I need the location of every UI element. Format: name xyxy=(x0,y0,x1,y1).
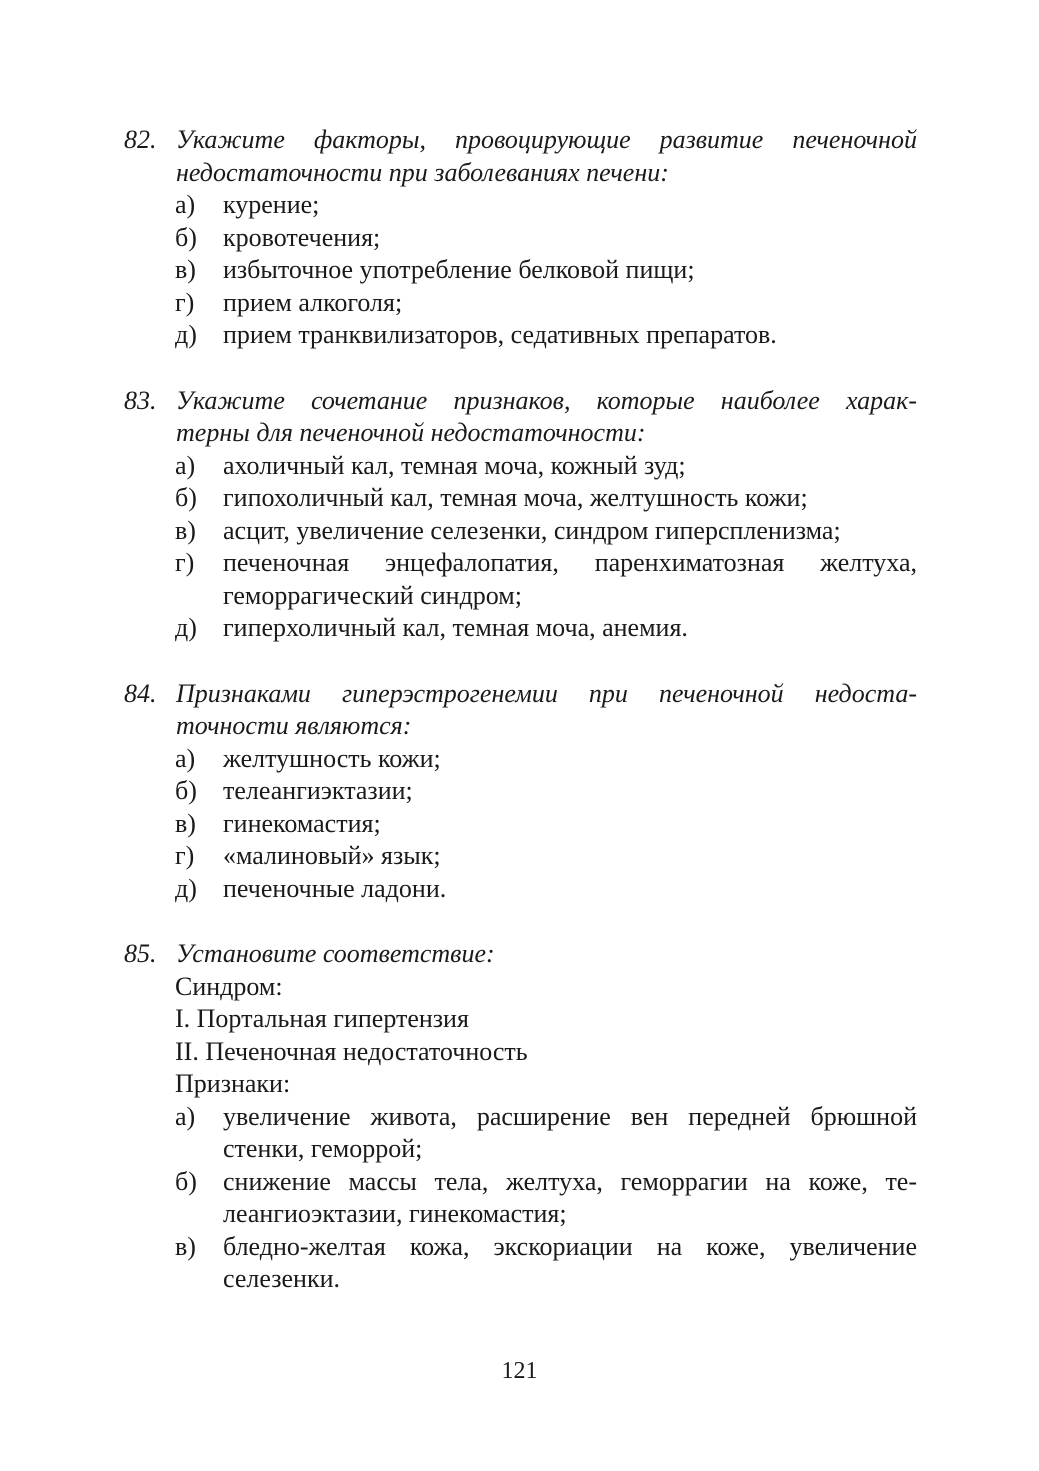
answer-option xyxy=(124,743,917,776)
answer-option xyxy=(124,450,917,483)
option-text: печеночные ладони. xyxy=(223,873,447,903)
option-letter: г) xyxy=(175,287,195,317)
signs-label: Признаки: xyxy=(175,1069,291,1098)
question-line: Укажите сочетание признаков, которые наиболее харак- xyxy=(176,385,917,415)
question-line: Признаками гиперэстрогенемии при печеночной недоста- xyxy=(176,678,917,708)
question-number: 83. xyxy=(124,385,157,415)
question-line: точности являются: xyxy=(176,711,412,740)
answer-option xyxy=(124,1101,917,1166)
option-text: печеночная энцефалопатия, паренхиматозная желтуха, геморрагический синдром; xyxy=(223,548,917,610)
syndrome-item: I. Портальная гипертензия xyxy=(175,1004,469,1033)
option-letter: а) xyxy=(175,1101,196,1131)
answer-option xyxy=(124,1231,917,1296)
question-line: недостаточности при заболеваниях печени: xyxy=(176,157,669,187)
option-letter: а) xyxy=(175,450,196,480)
answer-option xyxy=(124,515,917,548)
option-letter: б) xyxy=(175,776,197,805)
answer-option xyxy=(124,1166,917,1231)
question-text xyxy=(176,938,917,971)
option-letter: д) xyxy=(175,873,197,903)
option-letter: г) xyxy=(175,841,195,870)
option-letter: а) xyxy=(175,743,196,773)
option-text: увеличение живота, расширение вен передней брюшной стенки, геморрой; xyxy=(223,1101,917,1163)
answer-option xyxy=(124,482,917,515)
option-letter: а) xyxy=(175,190,196,219)
option-text: желтушность кожи; xyxy=(223,743,441,773)
option-text: гинекомастия; xyxy=(223,808,381,838)
option-letter: б) xyxy=(175,222,197,252)
option-text: избыточное употребление белковой пищи; xyxy=(223,255,695,284)
answer-option xyxy=(124,775,917,808)
answer-option xyxy=(124,873,917,906)
question-text xyxy=(176,678,917,743)
option-letter: в) xyxy=(175,515,196,545)
option-text: бледно-желтая кожа, экскориации на коже, увеличение селезенки. xyxy=(223,1231,917,1293)
question-85 xyxy=(124,938,917,1296)
option-text: гиперхоличный кал, темная моча, анемия. xyxy=(223,613,688,642)
answer-option xyxy=(124,547,917,612)
option-letter: д) xyxy=(175,320,197,349)
option-text: ахоличный кал, темная моча, кожный зуд; xyxy=(223,450,686,480)
question-82 xyxy=(124,124,917,352)
question-heading xyxy=(124,385,917,450)
option-text: гипохоличный кал, темная моча, желтушность кожи; xyxy=(223,483,808,512)
answer-option xyxy=(124,319,917,352)
question-number: 85. xyxy=(124,939,157,968)
option-text: кровотечения; xyxy=(223,222,381,252)
question-line: терны для печеночной недостаточности: xyxy=(176,418,646,447)
option-text: «малиновый» язык; xyxy=(223,841,441,870)
question-text xyxy=(176,385,917,450)
answer-option xyxy=(124,808,917,841)
option-text: курение; xyxy=(223,190,320,219)
question-83 xyxy=(124,385,917,645)
answer-option xyxy=(124,287,917,320)
question-84 xyxy=(124,678,917,906)
option-text: телеангиэктазии; xyxy=(223,776,413,805)
option-letter: б) xyxy=(175,1166,197,1196)
answer-option xyxy=(124,840,917,873)
question-text xyxy=(176,124,917,189)
syndrome-item: II. Печеночная недостаточность xyxy=(175,1036,528,1066)
option-text: асцит, увеличение селезенки, синдром гиперспленизма; xyxy=(223,515,841,545)
question-heading xyxy=(124,938,917,971)
answer-option xyxy=(124,612,917,645)
page-content xyxy=(124,124,917,1329)
question-heading xyxy=(124,678,917,743)
answer-option xyxy=(124,189,917,222)
option-text: снижение массы тела, желтуха, геморрагии на коже, те-леангиоэктазии, гинекомастия; xyxy=(223,1166,917,1228)
page-number: 121 xyxy=(501,1358,538,1384)
option-letter: в) xyxy=(175,255,196,284)
option-letter: г) xyxy=(175,548,195,577)
option-letter: д) xyxy=(175,613,197,642)
question-line: Установите соответствие: xyxy=(176,939,495,968)
option-letter: в) xyxy=(175,1231,196,1261)
option-letter: б) xyxy=(175,483,197,512)
option-text: прием транквилизаторов, седативных препаратов. xyxy=(223,320,777,349)
option-letter: в) xyxy=(175,808,196,838)
option-text: прием алкоголя; xyxy=(223,287,403,317)
syndrome-label: Синдром: xyxy=(175,971,283,1001)
answer-option xyxy=(124,222,917,255)
answer-option xyxy=(124,254,917,287)
question-line: Укажите факторы, провоцирующие развитие печеночной xyxy=(176,125,917,154)
question-heading xyxy=(124,124,917,189)
question-number: 82. xyxy=(124,125,157,154)
question-number: 84. xyxy=(124,678,157,708)
